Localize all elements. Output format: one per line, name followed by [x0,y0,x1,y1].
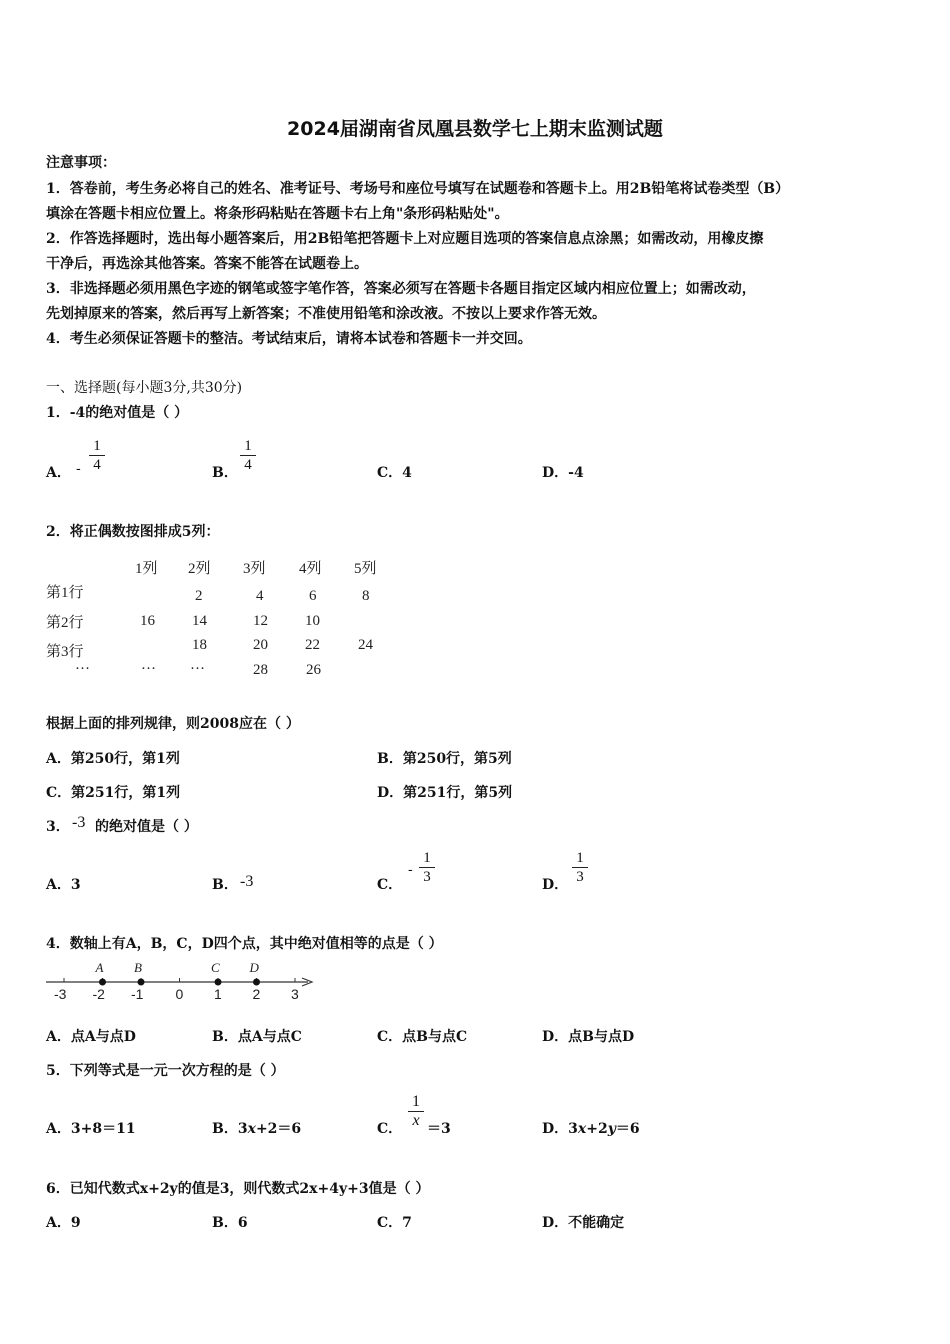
q3-option-d-fraction [572,849,588,886]
q3-option-c-fraction [419,849,435,886]
q5-option-c-rest: ＝3 [427,1121,451,1137]
q3-option-a: A．3 [46,877,81,893]
number-line-tick-label: -1 [131,986,144,1002]
fraction-denominator: x [408,1111,424,1130]
table-cell: 18 [192,637,207,653]
q2-option-d: D．第251行，第5列 [377,785,513,801]
q2-option-b: B．第250行，第5列 [377,751,512,767]
q1-option-a-label: A． [46,465,71,481]
table-cell: 8 [362,588,370,604]
q5-option-d-rest: ＝6 [615,1121,640,1137]
q1-option-b-fraction [240,437,256,474]
q2-option-a: A．第250行，第1列 [46,751,180,767]
q3-stem-suffix: 的绝对值是（ ） [95,819,198,835]
q5-option-b [212,1118,301,1138]
notice-line: 先划掉原来的答案，然后再写上新答案；不准使用铅笔和涂改液。不按以上要求作答无效。 [46,306,606,322]
table-cell: … [190,657,205,673]
table-row-label: 第2行 [46,615,84,631]
table-cell: 28 [253,662,268,678]
fraction-numerator: 1 [412,1093,420,1110]
number-line-point-label: D [249,960,259,975]
table-row-label: 第1行 [46,585,84,601]
q5-option-d-label: D．3 [542,1121,578,1137]
table-cell: 2 [195,588,203,604]
table-cell: 6 [309,588,317,604]
fraction-numerator: 1 [423,850,431,866]
number-line [40,958,330,1006]
q3-option-b-value: -3 [240,873,254,890]
fraction-denominator: 3 [419,867,435,886]
section-heading: 一、选择题(每小题3分,共30分) [46,380,243,396]
q5-option-c-label: C． [377,1121,403,1137]
table-row-label: 第3行 [46,644,84,660]
q3-option-c-label: C． [377,877,403,893]
q1-option-a-sign: - [76,461,81,477]
notice-heading: 注意事项： [46,155,116,171]
table-row-label: … [75,657,90,673]
q2-stem: 2．将正偶数按图排成5列： [46,524,220,540]
fraction-numerator: 1 [93,438,101,454]
q2-question: 根据上面的排列规律，则2008应在（ ） [46,716,300,732]
fraction-numerator: 1 [576,850,584,866]
table-cell: … [141,657,156,673]
table-cell: 20 [253,637,268,653]
q1-option-d: D．-4 [542,465,584,481]
q6-stem: 6．已知代数式x+2y的值是3，则代数式2x+4y+3值是（ ） [46,1181,430,1197]
number-line-tick-label: 0 [175,986,184,1002]
number-line-axis [40,958,330,1006]
q4-option-c: C．点B与点C [377,1029,468,1045]
number-line-point-c [215,979,222,986]
q4-stem: 4．数轴上有A，B，C，D四个点，其中绝对值相等的点是（ ） [46,936,443,952]
table-col-header: 1列 [135,561,158,577]
table-col-header: 2列 [188,561,211,577]
q5-option-b-label: B．3 [212,1121,248,1137]
notice-line: 2．作答选择题时，选出每小题答案后，用2B铅笔把答题卡上对应题目选项的答案信息点涂黑；如需改动，用橡皮擦 [46,231,764,247]
table-cell: 26 [306,662,321,678]
q5-option-a: A．3+8＝11 [46,1121,136,1137]
number-line-point-label: A [95,960,104,975]
number-line-tick-label: 2 [252,986,261,1002]
number-line-point-label: C [211,960,220,975]
number-line-point-d [253,979,260,986]
q1-option-b-label: B． [212,465,238,481]
table-col-header: 3列 [243,561,266,577]
number-line-tick-label: 1 [214,986,222,1002]
q2-option-c: C．第251行，第1列 [46,785,181,801]
q5-option-b-rest: +2＝6 [255,1121,302,1137]
page-title: 2024届湖南省凤凰县数学七上期末监测试题 [287,118,663,140]
q5-option-d-mid: +2 [586,1121,608,1137]
q4-option-b: B．点A与点C [212,1029,302,1045]
fraction-numerator: 1 [244,438,252,454]
q4-option-a: A．点A与点D [46,1029,136,1045]
q5-stem: 5．下列等式是一元一次方程的是（ ） [46,1063,285,1079]
q1-option-c: C．4 [377,465,412,481]
fraction-denominator: 4 [89,455,105,474]
table-col-header: 5列 [354,561,377,577]
q1-option-a-fraction [89,437,105,474]
notice-line: 4．考生必须保证答题卡的整洁。考试结束后，请将本试卷和答题卡一并交回。 [46,331,532,347]
table-cell: 10 [305,613,320,629]
q3-option-c-sign: - [408,862,413,878]
table-cell: 4 [256,588,264,604]
table-cell: 22 [305,637,320,653]
q5-option-b-var: x [247,1121,256,1137]
q3-stem-value: -3 [72,814,86,831]
table-cell: 14 [192,613,207,629]
q6-option-c: C．7 [377,1215,412,1231]
q1-stem: 1．-4的绝对值是（ ） [46,405,189,421]
number-line-tick-label: -3 [54,986,67,1002]
notice-line: 1．答卷前，考生务必将自己的姓名、准考证号、考场号和座位号填写在试题卷和答题卡上。用2B铅笔将试卷类型（B） [46,181,790,197]
q6-option-d: D．不能确定 [542,1215,625,1231]
q5-option-d-var1: x [577,1121,587,1137]
notice-line: 干净后，再选涂其他答案。答案不能答在试题卷上。 [46,256,368,272]
number-line-point-b [138,979,145,986]
table-col-header: 4列 [299,561,322,577]
number-line-point-a [99,979,106,986]
q5-option-d [542,1118,640,1138]
table-cell: 12 [253,613,268,629]
q3-option-b-label: B． [212,877,238,893]
q3-option-d-label: D． [542,877,569,893]
table-cell: 24 [358,637,373,653]
table-cell: 16 [140,613,155,629]
fraction-denominator: 3 [572,867,588,886]
fraction-denominator: 4 [240,455,256,474]
number-line-tick-label: 3 [291,986,299,1002]
q5-option-c-fraction [408,1093,424,1130]
number-line-point-label: B [134,960,142,975]
q6-option-a: A．9 [46,1215,81,1231]
q5-option-d-var2: y [607,1121,616,1137]
number-line-tick-label: -2 [92,986,105,1002]
q3-stem-prefix: 3． [46,819,70,835]
notice-line: 填涂在答题卡相应位置上。将条形码粘贴在答题卡右上角"条形码粘贴处"。 [46,206,509,222]
q6-option-b: B．6 [212,1215,248,1231]
notice-line: 3．非选择题必须用黑色字迹的钢笔或签字笔作答，答案必须写在答题卡各题目指定区域内相应位置上；如需改动， [46,281,756,297]
q4-option-d: D．点B与点D [542,1029,635,1045]
